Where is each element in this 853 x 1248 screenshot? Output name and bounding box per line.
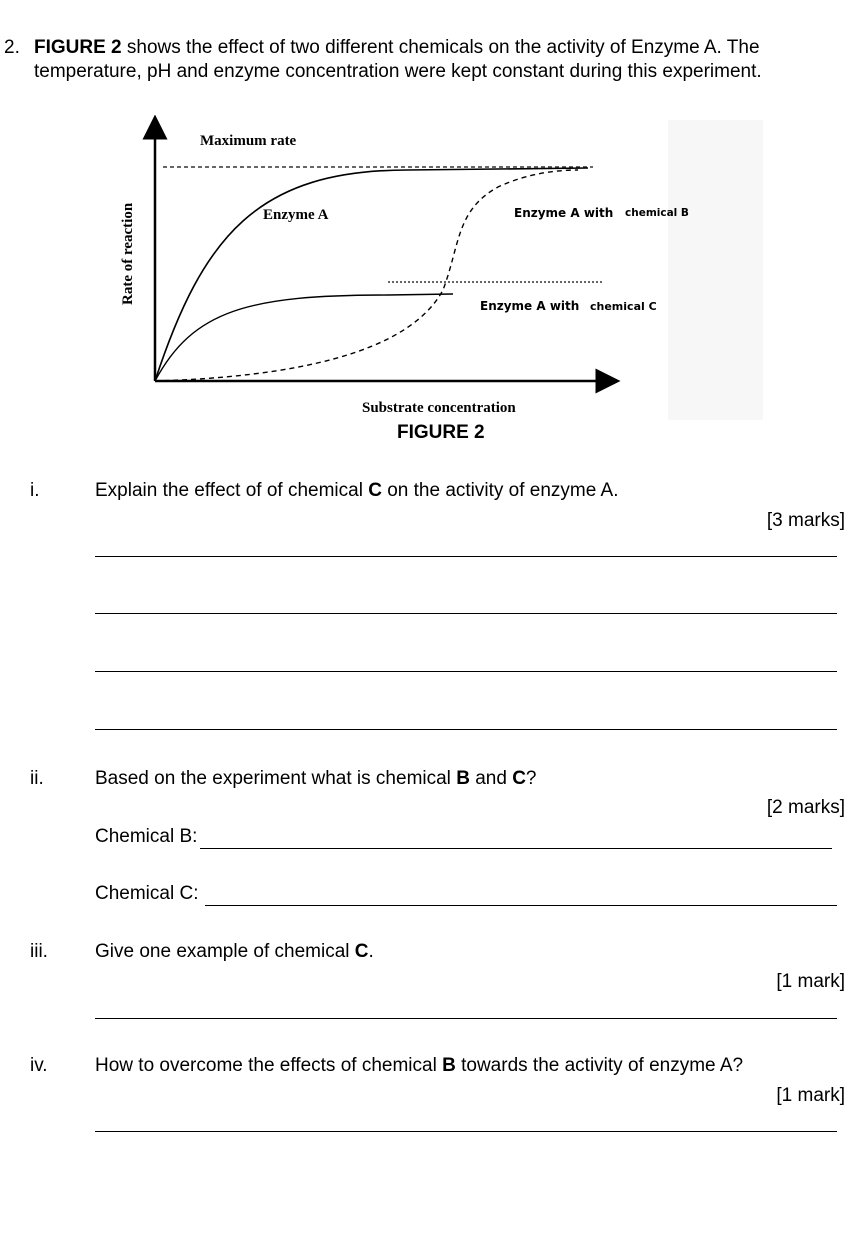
part-ii-text-bold-b: B xyxy=(456,768,470,789)
chemical-c-label: Chemical C: xyxy=(95,883,199,904)
part-i-marks: [3 marks] xyxy=(766,510,845,531)
label-chemical-b-line2: chemical B xyxy=(625,207,689,219)
question-number: 2. xyxy=(4,37,20,58)
part-i-text-pre: Explain the effect of of chemical xyxy=(95,480,369,501)
part-iv-number: iv. xyxy=(30,1055,48,1076)
part-ii-text-bold-c: C xyxy=(512,768,526,789)
answer-line[interactable] xyxy=(95,613,837,614)
answer-line[interactable] xyxy=(95,671,837,672)
label-chemical-b-line1: Enzyme A with xyxy=(514,206,614,220)
part-ii-text-pre: Based on the experiment what is chemical xyxy=(95,768,457,789)
chemical-b-answer-line[interactable] xyxy=(200,848,832,849)
part-i-question xyxy=(95,480,619,502)
part-ii-text-post: ? xyxy=(525,768,537,789)
part-iii-text-pre: Give one example of chemical xyxy=(95,941,355,962)
part-iii-text-post: . xyxy=(368,941,374,962)
part-ii-number: ii. xyxy=(30,768,44,789)
enzyme-a-curve xyxy=(155,168,588,381)
label-enzyme-a: Enzyme A xyxy=(263,207,329,223)
figure-caption: FIGURE 2 xyxy=(397,422,485,443)
part-iv-text-post: towards the activity of enzyme A? xyxy=(455,1055,744,1076)
label-chemical-c-line2: chemical C xyxy=(590,300,657,313)
part-iv-text-pre: How to overcome the effects of chemical xyxy=(95,1055,443,1076)
chemical-c-curve xyxy=(155,294,453,381)
figure-background-strip xyxy=(668,120,763,420)
part-ii-question xyxy=(95,768,537,790)
part-iv-marks: [1 mark] xyxy=(776,1085,845,1106)
part-i-number: i. xyxy=(30,480,40,501)
part-ii-marks: [2 marks] xyxy=(766,797,845,818)
chemical-c-answer-line[interactable] xyxy=(205,905,837,906)
x-axis-label: Substrate concentration xyxy=(362,400,516,416)
part-iii-text-bold: C xyxy=(354,941,369,962)
question-intro xyxy=(4,36,844,84)
answer-line[interactable] xyxy=(95,1131,837,1132)
label-maximum-rate: Maximum rate xyxy=(200,133,297,149)
chemical-b-curve xyxy=(155,170,578,381)
intro-text-line1: shows the effect of two different chemicals on the activity of Enzyme A. The xyxy=(121,37,760,58)
answer-line[interactable] xyxy=(95,1018,837,1019)
chemical-b-label: Chemical B: xyxy=(95,826,198,847)
part-iii-number: iii. xyxy=(30,941,48,962)
part-iv-question xyxy=(95,1055,743,1077)
label-chemical-c-line1: Enzyme A with xyxy=(480,299,580,313)
part-iii-marks: [1 mark] xyxy=(776,971,845,992)
answer-line[interactable] xyxy=(95,729,837,730)
answer-line[interactable] xyxy=(95,556,837,557)
part-ii-text-mid: and xyxy=(469,768,513,789)
y-axis-label: Rate of reaction xyxy=(120,202,136,305)
part-i-text-post: on the activity of enzyme A. xyxy=(381,480,619,501)
part-iii-question xyxy=(95,941,374,963)
part-iv-text-bold: B xyxy=(442,1055,456,1076)
part-i-text-bold: C xyxy=(368,480,382,501)
intro-figure-ref: FIGURE 2 xyxy=(34,37,122,58)
intro-text-line2: temperature, pH and enzyme concentration were kept constant during this experiment. xyxy=(34,61,762,82)
figure-2-chart xyxy=(108,115,768,420)
